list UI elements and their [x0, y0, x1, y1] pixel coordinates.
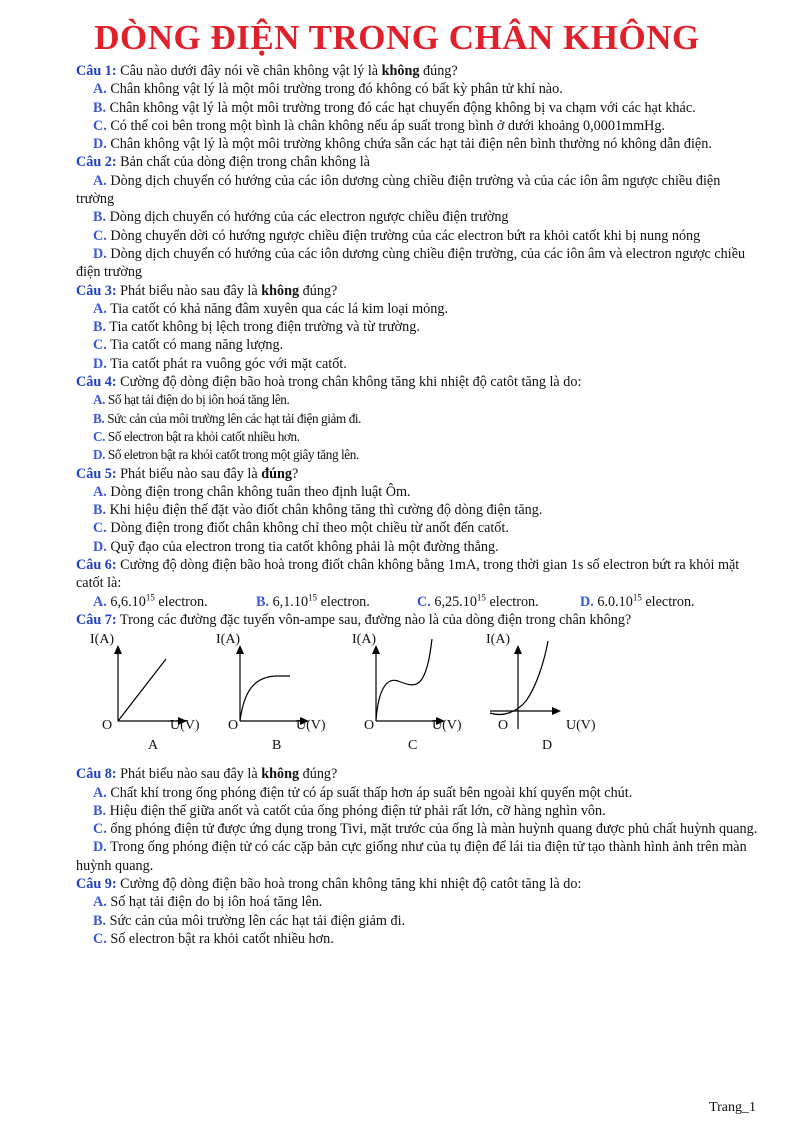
option-text: Sức cản của môi trường lên các hạt tải điện giảm đi.: [104, 410, 362, 426]
graph-b-curve: [240, 676, 290, 721]
graph-y-label: I(A): [486, 632, 511, 648]
option-text: Dòng chuyển dời có hướng ngược chiều điện trường của các electron bứt ra khỏi catốt khi bị nung nóng: [106, 227, 701, 244]
question-text-end: đúng?: [419, 63, 458, 79]
question-text-end: ?: [291, 465, 299, 482]
option-letter: C.: [417, 593, 431, 610]
graph-y-label: I(A): [216, 632, 241, 648]
graph-d-plot: [482, 633, 632, 765]
option-c: [76, 227, 758, 245]
option-text: Trong ống phóng điện tử có các cặp bản cực giống như của tụ điện để lái tia điện tử tạo thành hình ảnh trên màn huỳnh quang.: [76, 839, 747, 874]
option-letter: A.: [93, 784, 107, 801]
graph-x-label: U(V): [566, 718, 596, 734]
option-b: [256, 593, 417, 611]
question-emphasis: không: [381, 63, 420, 79]
option-letter: B.: [93, 502, 107, 519]
graph-a-curve: [118, 659, 166, 721]
option-letter: C.: [93, 227, 107, 244]
graph-b-plot: [210, 633, 360, 765]
option-c: [417, 593, 580, 611]
graph-name: D: [542, 738, 553, 754]
graph-x-label: U(V): [296, 718, 326, 734]
question-text: Cường độ dòng điện bão hoà trong chân không tăng khi nhiệt độ catôt tăng là do:: [116, 875, 582, 892]
option-text: Dòng dịch chuyển có hướng của các iôn dương cùng chiều điện trường, của các iôn âm và electron ngược chiều điện trường: [76, 245, 746, 281]
page-title: DÒNG ĐIỆN TRONG CHÂN KHÔNG: [94, 18, 700, 57]
graph-origin: O: [498, 718, 509, 734]
iv-graphs: [76, 633, 758, 765]
question-5: [76, 465, 758, 483]
question-text-end: đúng?: [299, 766, 338, 783]
option-d: [580, 593, 695, 611]
option-text: Dòng dịch chuyển có hướng của các iôn dương cùng chiều điện trường và của các iôn âm ngược chiều điện trường: [76, 172, 721, 208]
option-c: [76, 428, 758, 446]
question-emphasis: không: [261, 766, 300, 783]
graph-c-plot: [346, 633, 496, 765]
option-letter: B.: [93, 912, 107, 929]
question-text: Phát biểu nào sau đây là: [116, 465, 262, 482]
option-value: 6,6.10: [106, 593, 146, 610]
option-value: 6.0.10: [593, 593, 633, 610]
option-text: Khi hiệu điện thế đặt vào điốt chân không tăng thì cường độ dòng điện tăng.: [106, 502, 543, 519]
option-letter: A.: [93, 593, 107, 610]
option-letter: C.: [93, 337, 107, 354]
graph-y-label: I(A): [90, 632, 115, 648]
option-letter: C.: [93, 821, 107, 838]
option-exponent: 15: [632, 591, 642, 602]
option-text: Tia catốt có mang năng lượng.: [106, 337, 284, 354]
option-letter: A.: [93, 483, 107, 500]
option-letter: D.: [93, 245, 107, 262]
answer-row: [76, 593, 758, 611]
question-label: Câu 1:: [76, 63, 117, 79]
option-text: Có thể coi bên trong một bình là chân không nếu áp suất trong bình ở dưới khoảng 0,0001mmHg.: [106, 117, 665, 134]
question-emphasis: đúng: [261, 465, 292, 482]
question-label: Câu 7:: [76, 611, 117, 628]
option-letter: C.: [93, 520, 107, 537]
question-label: Câu 9:: [76, 875, 117, 892]
option-a: [76, 483, 758, 501]
option-letter: C.: [93, 428, 106, 444]
option-letter: D.: [93, 355, 107, 372]
option-letter: B.: [93, 209, 107, 226]
option-letter: B.: [256, 593, 270, 610]
graph-x-label: U(V): [432, 718, 462, 734]
option-unit: electron.: [641, 593, 695, 610]
question-text-end: đúng?: [299, 282, 338, 299]
option-b: [76, 318, 758, 336]
question-text: Trong các đường đặc tuyến vôn-ampe sau, đường nào là của dòng điện trong chân không?: [116, 611, 632, 628]
question-emphasis: không: [261, 282, 300, 299]
option-d: [76, 838, 758, 875]
option-text: Tia catốt không bị lệch trong điện trường và từ trường.: [106, 319, 420, 336]
option-letter: D.: [93, 538, 107, 555]
graph-origin: O: [102, 718, 113, 734]
option-a: [76, 784, 758, 802]
question-text: Cường độ dòng điện bão hoà trong chân không tăng khi nhiệt độ catôt tăng là do:: [116, 374, 582, 391]
option-text: ống phóng điện tử được ứng dụng trong Tivi, mặt trước của ống là màn huỳnh quang được phủ chất huỳnh quang.: [106, 821, 758, 838]
option-a: [93, 593, 256, 611]
question-label: Câu 5:: [76, 465, 117, 482]
option-text: Dòng điện trong điốt chân không chỉ theo một chiều từ anốt đến catốt.: [106, 520, 509, 537]
option-text: Tia catốt phát ra vuông góc với mặt catốt.: [106, 355, 347, 372]
question-9: [76, 875, 758, 893]
option-c: [76, 336, 758, 354]
option-c: [76, 820, 758, 838]
graph-c: [346, 633, 496, 765]
option-text: Số electron bật ra khỏi catốt nhiều hơn.: [105, 428, 300, 444]
option-text: Chân không vật lý là một môi trường trong đó các hạt chuyển động không bị va chạm với các hạt khác.: [106, 99, 696, 116]
graph-name: A: [148, 738, 159, 754]
question-label: Câu 6:: [76, 557, 117, 574]
option-value: 6,1.10: [269, 593, 309, 610]
page-number: Trang_1: [709, 1100, 756, 1115]
option-b: [76, 912, 758, 930]
question-label: Câu 8:: [76, 766, 117, 783]
option-exponent: 15: [308, 591, 318, 602]
graph-name: B: [272, 738, 282, 754]
question-1: [76, 62, 758, 80]
option-letter: A.: [93, 172, 107, 189]
option-a: [76, 80, 758, 98]
graph-y-label: I(A): [352, 632, 377, 648]
graph-b: [210, 633, 360, 765]
option-text: Chân không vật lý là một môi trường trong đó không có bất kỳ phân tử khí nào.: [106, 81, 563, 98]
option-unit: electron.: [317, 593, 370, 610]
option-text: Số hạt tải điện do bị iôn hoá tăng lên.: [105, 392, 290, 408]
graph-origin: O: [228, 718, 239, 734]
option-c: [76, 930, 758, 948]
option-a: [76, 893, 758, 911]
question-list: [76, 62, 758, 948]
option-letter: D.: [93, 839, 107, 856]
option-text: Hiệu điện thế giữa anốt và catốt của ống phóng điện tử phải rất lớn, cỡ hàng nghìn vôn.: [106, 802, 606, 819]
question-6: [76, 556, 758, 593]
graph-origin: O: [364, 718, 375, 734]
question-text: Câu nào dưới đây nói về chân không vật lý là: [116, 63, 382, 79]
graph-d: [482, 633, 632, 765]
option-letter: B.: [93, 802, 107, 819]
option-letter: B.: [93, 410, 105, 426]
question-text: Phát biểu nào sau đây là: [116, 282, 262, 299]
question-text: Cường độ dòng điện bão hoà trong điốt chân không bằng 1mA, trong thời gian 1s số electron bứt ra khỏi mặt catốt là:: [76, 557, 740, 592]
option-d: [76, 538, 758, 556]
option-b: [76, 501, 758, 519]
question-4: [76, 373, 758, 391]
question-3: [76, 282, 758, 300]
graph-x-label: U(V): [170, 718, 200, 734]
option-d: [76, 355, 758, 373]
option-letter: A.: [93, 81, 107, 98]
question-label: Câu 2:: [76, 154, 117, 171]
option-text: Dòng điện trong chân không tuân theo định luật Ôm.: [106, 483, 411, 500]
option-letter: A.: [93, 894, 107, 911]
option-b: [76, 410, 758, 428]
option-unit: electron.: [485, 593, 539, 610]
option-exponent: 15: [145, 591, 155, 602]
option-d: [76, 135, 758, 153]
question-2: [76, 153, 758, 171]
option-text: Số hạt tải điện do bị iôn hoá tăng lên.: [106, 894, 323, 911]
option-letter: B.: [93, 99, 107, 116]
option-text: Dòng dịch chuyển có hướng của các electron ngược chiều điện trường: [106, 209, 509, 226]
graph-c-curve: [376, 639, 432, 721]
question-text: Phát biểu nào sau đây là: [116, 766, 262, 783]
option-c: [76, 117, 758, 135]
option-text: Sức cản của môi trường lên các hạt tải điện giảm đi.: [106, 912, 406, 929]
question-7: [76, 611, 758, 629]
option-c: [76, 519, 758, 537]
option-letter: D.: [93, 447, 106, 463]
option-letter: D.: [580, 593, 594, 610]
option-d: [76, 245, 758, 282]
option-unit: electron.: [154, 593, 208, 610]
option-b: [76, 99, 758, 117]
option-text: Số electron bật ra khỏi catốt nhiều hơn.: [106, 930, 334, 947]
option-letter: A.: [93, 300, 107, 317]
option-text: Chân không vật lý là một môi trường không chứa sẵn các hạt tải điện nên bình thường nó không dẫn điện.: [106, 136, 712, 153]
option-text: Số eletron bật ra khỏi catốt trong một giây tăng lên.: [105, 447, 359, 463]
option-b: [76, 802, 758, 820]
option-exponent: 15: [476, 591, 486, 602]
question-text: Bản chất của dòng điện trong chân không là: [116, 154, 370, 171]
question-label: Câu 3:: [76, 282, 117, 299]
option-letter: D.: [93, 136, 107, 153]
option-text: Chất khí trong ống phóng điện tử có áp suất thấp hơn áp suất bên ngoài khí quyển một chút.: [106, 784, 633, 801]
graph-name: C: [408, 738, 418, 754]
option-value: 6,25.10: [430, 593, 477, 610]
option-letter: C.: [93, 930, 107, 947]
question-8: [76, 765, 758, 783]
option-letter: B.: [93, 319, 107, 336]
option-a: [76, 300, 758, 318]
option-text: Quỹ đạo của electron trong tia catốt không phải là một đường thẳng.: [106, 538, 499, 555]
option-letter: A.: [93, 392, 106, 408]
option-a: [76, 391, 758, 409]
option-letter: C.: [93, 117, 107, 134]
option-a: [76, 172, 758, 209]
option-b: [76, 208, 758, 226]
option-d: [76, 446, 758, 464]
question-label: Câu 4:: [76, 374, 117, 391]
option-text: Tia catốt có khả năng đâm xuyên qua các lá kim loại mỏng.: [106, 300, 449, 317]
